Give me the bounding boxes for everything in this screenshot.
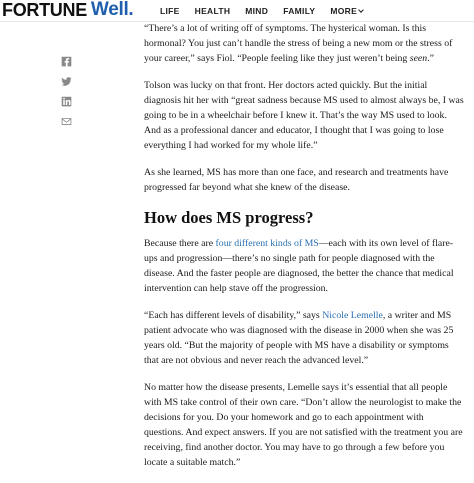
brand-well-text: Well. xyxy=(90,0,134,20)
top-navigation-bar xyxy=(0,0,474,22)
nicole-lemelle-link[interactable]: Nicole Lemelle xyxy=(322,310,383,322)
nav-item-mind[interactable]: MIND xyxy=(245,6,269,16)
four-kinds-of-ms-link[interactable]: four different kinds of MS xyxy=(215,238,319,250)
facebook-icon xyxy=(61,56,72,67)
nav-item-family[interactable]: FAMILY xyxy=(283,6,316,16)
paragraph-5-text-a: “Each has different levels of disability,” says xyxy=(144,310,323,322)
twitter-icon xyxy=(61,76,72,87)
brand-fortune-text: FORTUNE xyxy=(2,0,87,20)
share-twitter-button[interactable] xyxy=(59,74,73,88)
article-paragraph-2: Tolson was lucky on that front. Her doctors acted quickly. But the initial diagnosis hit her with “great sadness because MS used to almost always be, I was going to be in a wheelchair before I knew it. That’s the way MS used to look. And as a professional dancer and educator, I thought that I was going to lose everything I had worked for my whole life.” xyxy=(144,80,464,151)
nav-more-label: MORE xyxy=(330,6,358,16)
article-paragraph-4 xyxy=(144,237,464,297)
email-icon xyxy=(61,116,72,127)
article-paragraph-1: “There’s a lot of writing off of symptoms. The hysterical woman. Is this hormonal? You just can’t handle the stress of being a new mom or the stress of your career,” says Fiol. “People feeling like they just weren’t being seen.” xyxy=(144,23,453,64)
nav-item-life[interactable]: LIFE xyxy=(160,6,180,16)
article-body xyxy=(144,22,464,483)
paragraph-4-text-b: —each with its own level of flare-ups and progression—there’s no single path for people diagnosed with the disease. And the faster people are diagnosed, the better the chance that medical intervention can help stave off the progression. xyxy=(144,238,454,294)
article-paragraph-6: No matter how the disease presents, Lemelle says it’s essential that all people with MS take control of their own care. “Don’t allow the neurologist to make the decisions for you. Do your homework and go to each appointment with questions. And expect answers. If you are not satisfied with the treatment you are receiving, find another doctor. You may have to go through a few before you locate a suitable match.” xyxy=(144,382,463,468)
linkedin-icon xyxy=(61,96,72,107)
paragraph-4-text-a: Because there are xyxy=(144,238,216,250)
main-nav xyxy=(160,0,378,22)
share-facebook-button[interactable] xyxy=(59,54,73,68)
share-linkedin-button[interactable] xyxy=(59,94,73,108)
section-heading: How does MS progress? xyxy=(144,208,314,228)
share-email-button[interactable] xyxy=(59,114,73,128)
nav-item-more[interactable] xyxy=(330,6,363,16)
share-rail xyxy=(59,54,73,134)
paragraph-5-text-b: , a writer and MS patient advocate who was diagnosed with the disease in 2000 when she was 25 years old. “But the majority of people with MS have a disability or symptoms that are not obvious and never reach the advanced level.” xyxy=(144,310,454,366)
article-paragraph-5 xyxy=(144,309,464,369)
article-paragraph-3: As she learned, MS has more than one face, and research and treatments have progressed far beyond what she knew of the disease. xyxy=(144,167,449,193)
fortune-well-logo[interactable] xyxy=(2,0,133,21)
chevron-down-icon xyxy=(358,7,364,13)
nav-item-health[interactable]: HEALTH xyxy=(194,6,231,16)
